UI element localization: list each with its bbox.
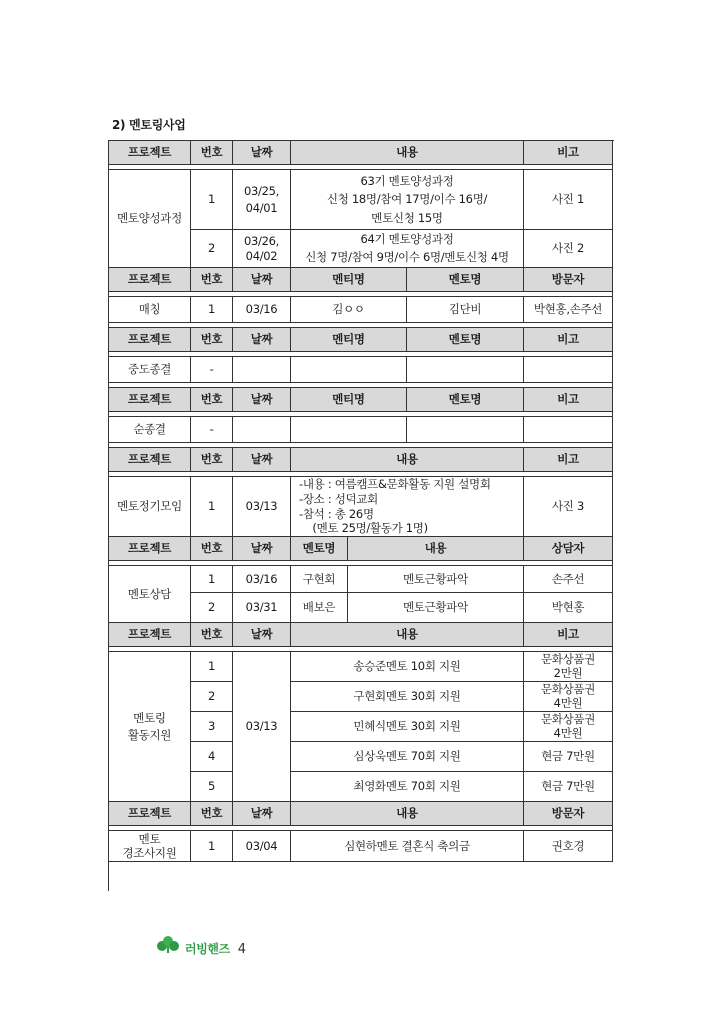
training-date-2: 03/26, 04/02 bbox=[233, 230, 291, 268]
training-no-1: 1 bbox=[191, 170, 233, 230]
completion-note bbox=[524, 417, 613, 443]
header-date: 날짜 bbox=[233, 268, 291, 292]
header-project: 프로젝트 bbox=[109, 537, 191, 561]
training-note-1: 사진 1 bbox=[524, 170, 613, 230]
header-date: 날짜 bbox=[233, 448, 291, 472]
completion-no: - bbox=[191, 417, 233, 443]
condolence-date: 03/04 bbox=[233, 831, 291, 862]
counsel-counselor-1: 손주선 bbox=[524, 566, 613, 593]
meeting-project: 멘토정기모임 bbox=[109, 477, 191, 537]
midterm-note bbox=[524, 357, 613, 383]
counsel-date-1: 03/16 bbox=[233, 566, 291, 593]
training-content-1: 63기 멘토양성과정 신청 18명/참여 17명/이수 16명/ 멘토신청 15명 bbox=[291, 170, 524, 230]
activity-date: 03/13 bbox=[233, 652, 291, 802]
header-no: 번호 bbox=[191, 141, 233, 165]
condolence-visitor: 권호경 bbox=[524, 831, 613, 862]
training-no-2: 2 bbox=[191, 230, 233, 268]
counsel-date-2: 03/31 bbox=[233, 593, 291, 623]
training-project: 멘토양성과정 bbox=[109, 170, 191, 268]
header-no: 번호 bbox=[191, 388, 233, 412]
header-mentee: 멘티명 bbox=[291, 388, 407, 412]
header-visitor: 방문자 bbox=[524, 268, 613, 292]
header-mentor: 멘토명 bbox=[291, 537, 348, 561]
footer bbox=[155, 935, 246, 957]
header-date: 날짜 bbox=[233, 388, 291, 412]
counsel-project: 멘토상담 bbox=[109, 566, 191, 623]
activity-no-3: 3 bbox=[191, 712, 233, 742]
header-mentor: 멘토명 bbox=[407, 268, 524, 292]
page-number: 4 bbox=[237, 942, 247, 957]
activity-no-4: 4 bbox=[191, 742, 233, 772]
header-date: 날짜 bbox=[233, 623, 291, 647]
matching-mentee: 김ㅇㅇ bbox=[291, 297, 407, 323]
activity-no-1: 1 bbox=[191, 652, 233, 682]
condolence-project: 멘토 경조사지원 bbox=[109, 831, 191, 862]
header-no: 번호 bbox=[191, 268, 233, 292]
header-project: 프로젝트 bbox=[109, 328, 191, 352]
header-mentee: 멘티명 bbox=[291, 268, 407, 292]
header-project: 프로젝트 bbox=[109, 268, 191, 292]
midterm-mentee bbox=[291, 357, 407, 383]
midterm-mentor bbox=[407, 357, 524, 383]
training-date-1: 03/25, 04/01 bbox=[233, 170, 291, 230]
activity-note-2: 문화상품권 4만원 bbox=[524, 682, 613, 712]
header-no: 번호 bbox=[191, 328, 233, 352]
header-date: 날짜 bbox=[233, 141, 291, 165]
header-note: 비고 bbox=[524, 448, 613, 472]
condolence-content: 심현하멘토 결혼식 축의금 bbox=[291, 831, 524, 862]
counsel-counselor-2: 박현홍 bbox=[524, 593, 613, 623]
counsel-mentor-2: 배보은 bbox=[291, 593, 348, 623]
meeting-content: -내용 : 여름캠프&문화활동 지원 설명회 -장소 : 성덕교회 -참석 : 총 26명 (멘토 25명/활동가 1명) bbox=[291, 477, 524, 537]
header-mentee: 멘티명 bbox=[291, 328, 407, 352]
activity-content-5: 최영화멘토 70회 지원 bbox=[291, 772, 524, 802]
counsel-no-1: 1 bbox=[191, 566, 233, 593]
activity-content-1: 송승준멘토 10회 지원 bbox=[291, 652, 524, 682]
header-project: 프로젝트 bbox=[109, 448, 191, 472]
counsel-content-1: 멘토근황파악 bbox=[348, 566, 524, 593]
header-content: 내용 bbox=[291, 802, 524, 826]
matching-date: 03/16 bbox=[233, 297, 291, 323]
counsel-content-2: 멘토근황파악 bbox=[348, 593, 524, 623]
header-content: 내용 bbox=[291, 141, 524, 165]
header-mentor: 멘토명 bbox=[407, 328, 524, 352]
midterm-date bbox=[233, 357, 291, 383]
activity-note-1: 문화상품권 2만원 bbox=[524, 652, 613, 682]
completion-project: 순종결 bbox=[109, 417, 191, 443]
header-project: 프로젝트 bbox=[109, 141, 191, 165]
header-note: 비고 bbox=[524, 388, 613, 412]
header-no: 번호 bbox=[191, 802, 233, 826]
activity-note-3: 문화상품권 4만원 bbox=[524, 712, 613, 742]
midterm-project: 중도종결 bbox=[109, 357, 191, 383]
activity-content-4: 심상욱멘토 70회 지원 bbox=[291, 742, 524, 772]
header-date: 날짜 bbox=[233, 328, 291, 352]
matching-project: 매칭 bbox=[109, 297, 191, 323]
matching-visitor: 박현홍,손주선 bbox=[524, 297, 613, 323]
activity-content-2: 구현회멘토 30회 지원 bbox=[291, 682, 524, 712]
activity-note-5: 현금 7만원 bbox=[524, 772, 613, 802]
condolence-no: 1 bbox=[191, 831, 233, 862]
meeting-date: 03/13 bbox=[233, 477, 291, 537]
footer-brand: 러빙핸즈 bbox=[185, 942, 230, 956]
meeting-no: 1 bbox=[191, 477, 233, 537]
activity-no-2: 2 bbox=[191, 682, 233, 712]
counsel-mentor-1: 구현회 bbox=[291, 566, 348, 593]
matching-mentor: 김단비 bbox=[407, 297, 524, 323]
header-no: 번호 bbox=[191, 537, 233, 561]
meeting-note: 사진 3 bbox=[524, 477, 613, 537]
header-project: 프로젝트 bbox=[109, 623, 191, 647]
counsel-no-2: 2 bbox=[191, 593, 233, 623]
header-date: 날짜 bbox=[233, 537, 291, 561]
header-content: 내용 bbox=[291, 623, 524, 647]
header-mentor: 멘토명 bbox=[407, 388, 524, 412]
clover-hands-icon bbox=[155, 935, 181, 957]
header-counselor: 상담자 bbox=[524, 537, 613, 561]
midterm-no: - bbox=[191, 357, 233, 383]
section-title: 2) 멘토링사업 bbox=[112, 118, 186, 132]
training-content-2: 64기 멘토양성과정 신청 7명/참여 9명/이수 6명/멘토신청 4명 bbox=[291, 230, 524, 268]
header-project: 프로젝트 bbox=[109, 802, 191, 826]
header-no: 번호 bbox=[191, 448, 233, 472]
completion-mentee bbox=[291, 417, 407, 443]
mentoring-table bbox=[108, 140, 614, 891]
header-content: 내용 bbox=[291, 448, 524, 472]
training-note-2: 사진 2 bbox=[524, 230, 613, 268]
activity-project: 멘토링 활동지원 bbox=[109, 652, 191, 802]
completion-date bbox=[233, 417, 291, 443]
header-date: 날짜 bbox=[233, 802, 291, 826]
header-visitor: 방문자 bbox=[524, 802, 613, 826]
activity-note-4: 현금 7만원 bbox=[524, 742, 613, 772]
matching-no: 1 bbox=[191, 297, 233, 323]
activity-content-3: 민혜식멘토 30회 지원 bbox=[291, 712, 524, 742]
header-project: 프로젝트 bbox=[109, 388, 191, 412]
header-no: 번호 bbox=[191, 623, 233, 647]
header-content: 내용 bbox=[348, 537, 524, 561]
header-note: 비고 bbox=[524, 141, 613, 165]
completion-mentor bbox=[407, 417, 524, 443]
header-note: 비고 bbox=[524, 328, 613, 352]
activity-no-5: 5 bbox=[191, 772, 233, 802]
header-note: 비고 bbox=[524, 623, 613, 647]
